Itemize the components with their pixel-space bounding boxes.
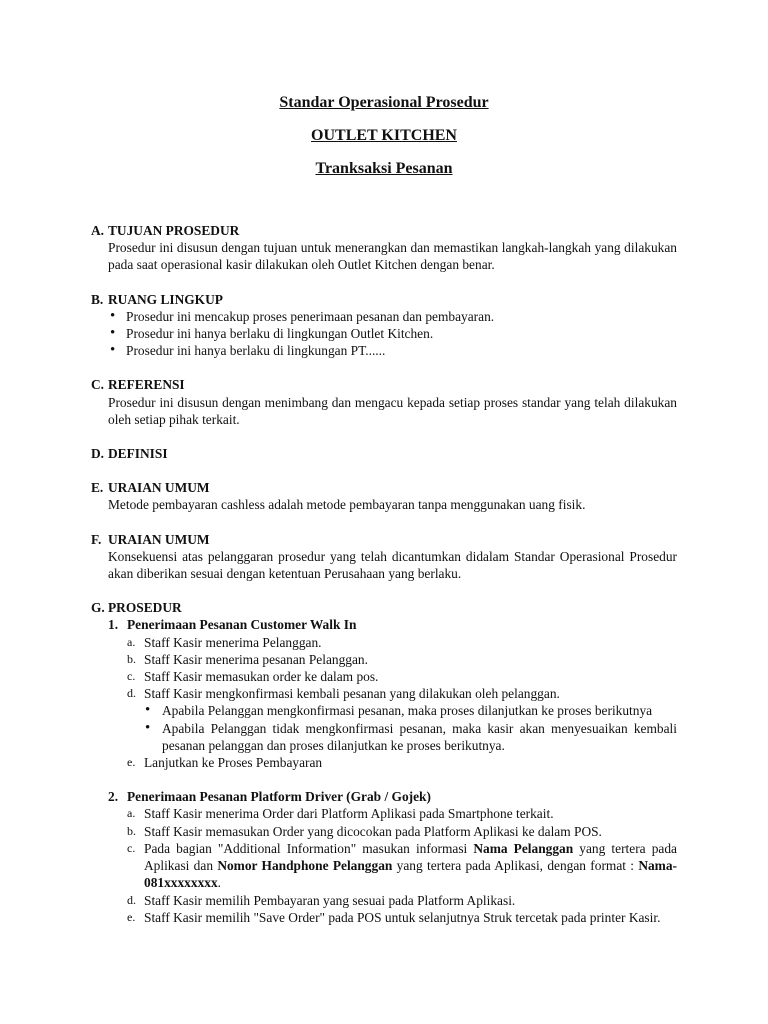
section-letter: F. <box>91 531 102 547</box>
section-heading <box>91 291 677 308</box>
item-text: Lanjutkan ke Proses Pembayaran <box>144 755 323 771</box>
customer-phone-label: Nomor Handphone Pelanggan <box>217 858 393 874</box>
section-title: RUANG LINGKUP <box>108 291 223 307</box>
item-text: Staff Kasir memasukan order ke dalam pos. <box>144 669 379 685</box>
section-heading <box>91 531 677 548</box>
step-substeps <box>108 634 677 772</box>
section-tujuan <box>91 222 677 274</box>
section-letter: B. <box>91 291 104 307</box>
item-text: Staff Kasir menerima pesanan Pelanggan. <box>144 651 368 667</box>
section-heading <box>91 222 677 239</box>
section-heading <box>91 599 677 616</box>
list-item <box>127 651 677 668</box>
section-title: TUJUAN PROSEDUR <box>108 223 240 238</box>
step-title: Penerimaan Pesanan Customer Walk In <box>127 617 357 633</box>
item-letter: e. <box>127 909 136 924</box>
document-title-block <box>0 92 768 191</box>
section-letter: D. <box>91 446 105 462</box>
section-title: PROSEDUR <box>108 600 182 616</box>
section-text: Prosedur ini disusun dengan menimbang dan mengacu kepada setiap proses standar yang telah dilakukan oleh setiap pihak terkait. <box>108 394 677 427</box>
item-text: Staff Kasir memilih "Save Order" pada POS untuk selanjutnya Struk tercetak pada printer Kasir. <box>144 909 661 925</box>
section-text: Metode pembayaran cashless adalah metode pembayaran tanpa menggunakan uang fisik. <box>108 497 586 513</box>
procedure-step-platform-driver <box>108 788 677 926</box>
step-number: 1. <box>108 617 119 633</box>
procedure-step-walk-in <box>108 616 677 771</box>
section-title: REFERENSI <box>108 377 185 393</box>
list-item <box>127 805 677 822</box>
section-heading <box>91 376 677 393</box>
item-letter: e. <box>127 755 136 770</box>
list-item: • Prosedur ini mencakup proses penerimaan pesanan dan pembayaran. <box>108 308 677 325</box>
section-title: URAIAN UMUM <box>108 480 210 496</box>
list-item <box>127 685 677 754</box>
list-item: • Prosedur ini hanya berlaku di lingkungan Outlet Kitchen. <box>108 325 677 342</box>
section-definisi <box>91 445 677 462</box>
item-text: Staff Kasir memasukan Order yang dicocokan pada Platform Aplikasi ke dalam POS. <box>144 823 602 839</box>
section-title: URAIAN UMUM <box>108 531 210 547</box>
procedure-steps <box>91 616 677 925</box>
list-item <box>127 754 677 771</box>
list-item: • Apabila Pelanggan tidak mengkonfirmasi pesanan, maka kasir akan menyesuaikan kembali pesanan pelanggan dan proses dilanjutkan ke proses berikutnya. <box>144 720 677 754</box>
document-topic: Tranksaksi Pesanan <box>315 160 453 177</box>
section-text: Prosedur ini disusun dengan tujuan untuk menerangkan dan memastikan langkah-langkah yang dilakukan pada saat operasional kasir dilakukan oleh Outlet Kitchen dengan benar. <box>108 240 677 273</box>
item-text: Staff Kasir memilih Pembayaran yang sesuai pada Platform Aplikasi. <box>144 892 516 908</box>
scope-list <box>91 308 677 360</box>
document-body <box>91 222 677 943</box>
item-letter: b. <box>127 651 136 666</box>
step-title: Penerimaan Pesanan Platform Driver (Grab / Gojek) <box>127 789 431 805</box>
list-item <box>127 840 677 892</box>
section-uraian-umum-1 <box>91 479 677 513</box>
list-item: • Prosedur ini hanya berlaku di lingkungan PT...... <box>108 342 677 359</box>
format-example: Nama- 081xxxxxxxx <box>144 858 677 891</box>
section-heading <box>91 445 677 462</box>
item-letter: a. <box>127 806 136 821</box>
customer-name-label: Nama Pelanggan <box>473 840 574 856</box>
item-letter: c. <box>127 840 136 855</box>
item-letter: d. <box>127 892 136 907</box>
item-text: Staff Kasir menerima Order dari Platform Aplikasi pada Smartphone terkait. <box>144 806 554 822</box>
item-text: Staff Kasir mengkonfirmasi kembali pesanan yang dilakukan oleh pelanggan. <box>144 686 560 702</box>
list-item <box>127 823 677 840</box>
section-letter: G. <box>91 600 105 616</box>
document-title: Standar Operasional Prosedur <box>279 94 489 111</box>
step-substeps <box>108 805 677 925</box>
section-prosedur <box>91 599 677 926</box>
section-ruang-lingkup <box>91 291 677 360</box>
confirmation-list <box>144 702 677 754</box>
list-item <box>127 892 677 909</box>
item-text-part: yang tertera pada Aplikasi dan <box>144 840 677 874</box>
section-text: Konsekuensi atas pelanggaran prosedur yang telah dicantumkan didalam Standar Operasional Prosedur akan diberikan sesuai dengan ketentuan Perusahaan yang berlaku. <box>108 548 677 582</box>
item-text-part: yang tertera pada Aplikasi, dengan format : <box>392 858 639 874</box>
item-letter: c. <box>127 669 136 684</box>
item-text-part: Pada bagian "Additional Information" masukan informasi <box>144 840 474 856</box>
list-item <box>127 634 677 651</box>
step-heading <box>108 788 677 805</box>
section-letter: E. <box>91 480 104 496</box>
step-heading <box>108 616 677 633</box>
section-letter: C. <box>91 377 105 393</box>
item-text-part: . <box>217 875 222 891</box>
item-letter: a. <box>127 634 136 649</box>
list-item <box>127 909 677 926</box>
section-letter: A. <box>91 223 105 238</box>
list-item <box>127 668 677 685</box>
section-uraian-umum-2 <box>91 531 677 583</box>
document-subtitle: OUTLET KITCHEN <box>311 127 457 144</box>
section-heading <box>91 479 677 496</box>
item-text: Staff Kasir menerima Pelanggan. <box>144 634 322 650</box>
item-letter: d. <box>127 686 136 701</box>
item-letter: b. <box>127 823 136 838</box>
list-item: • Apabila Pelanggan mengkonfirmasi pesanan, maka proses dilanjutkan ke proses berikutnya <box>144 702 677 719</box>
section-referensi <box>91 376 677 428</box>
section-title: DEFINISI <box>108 446 168 462</box>
step-number: 2. <box>108 789 119 805</box>
